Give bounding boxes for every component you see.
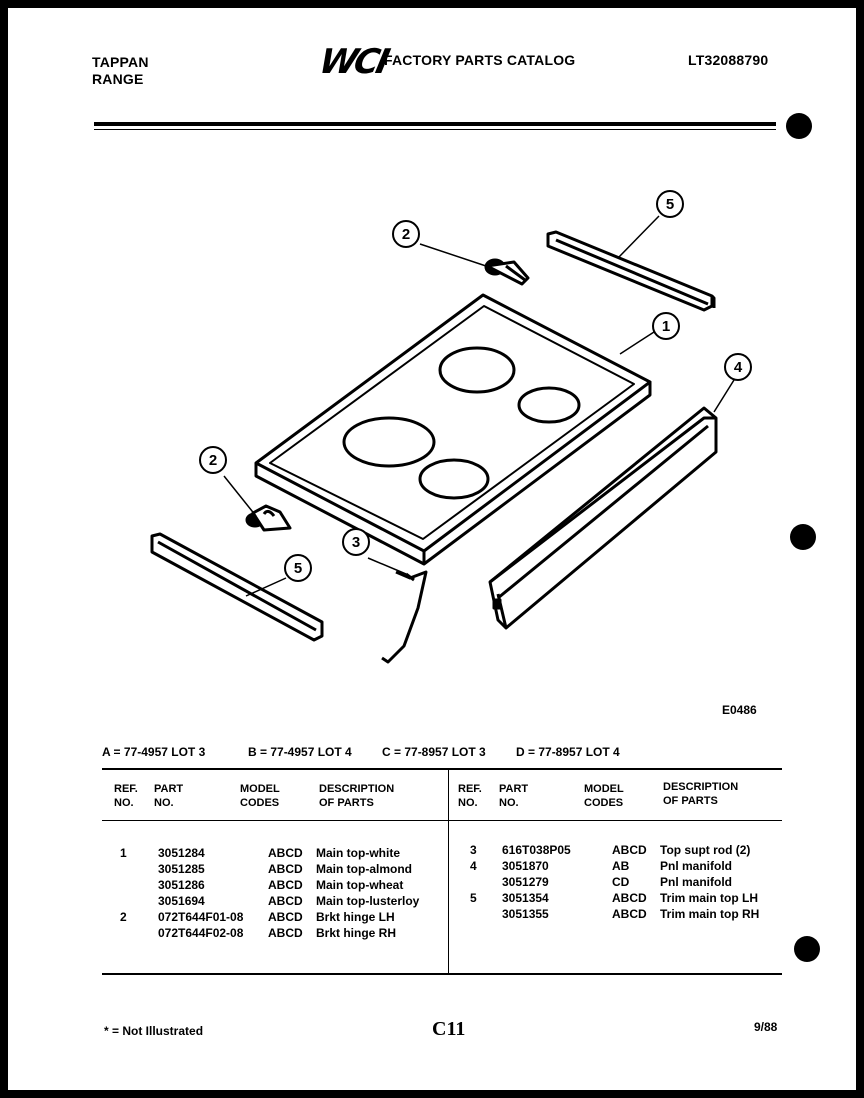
top-support-rod	[382, 572, 426, 662]
catalog-title: FACTORY PARTS CATALOG	[384, 52, 576, 68]
callout-label: 4	[733, 359, 743, 376]
table-divider	[448, 768, 449, 974]
table-row: 3051694 ABCD Main top-lusterloy	[158, 894, 420, 908]
hinge-bracket-rh	[486, 260, 528, 284]
model-code-c: C = 77-8957 LOT 3	[382, 745, 486, 759]
table-top-rule	[102, 768, 782, 770]
table-row: 3 616T038P05 ABCD Top supt rod (2)	[470, 843, 751, 857]
binder-hole	[794, 936, 820, 962]
product-type: RANGE	[92, 71, 144, 87]
callout-label: 3	[351, 534, 361, 551]
trim-main-top-lh	[152, 534, 322, 640]
callout-label: 1	[661, 318, 671, 335]
col-header-model: MODEL CODES	[584, 783, 624, 809]
table-row: 3051279 CD Pnl manifold	[502, 875, 732, 889]
table-row: 3051285 ABCD Main top-almond	[158, 862, 412, 876]
callout-label: 2	[208, 452, 218, 469]
revision-date: 9/88	[754, 1020, 778, 1034]
col-header-ref: REF. NO.	[458, 783, 482, 809]
model-code-d: D = 77-8957 LOT 4	[516, 745, 620, 759]
parts-table-right	[470, 842, 759, 922]
drawing-code: E0486	[722, 703, 757, 717]
table-row: 3051286 ABCD Main top-wheat	[158, 878, 404, 892]
table-row: 5 3051354 ABCD Trim main top LH	[470, 891, 759, 905]
col-header-ref: REF. NO.	[114, 783, 138, 809]
col-header-part: PART NO.	[499, 783, 529, 809]
exploded-parts-diagram	[8, 8, 856, 708]
parts-table-left	[120, 845, 419, 941]
catalog-page	[8, 8, 856, 1090]
col-header-part: PART NO.	[154, 783, 184, 809]
not-illustrated-note: * = Not Illustrated	[104, 1024, 204, 1038]
model-code-a: A = 77-4957 LOT 3	[102, 745, 206, 759]
table-row: 3051355 ABCD Trim main top RH	[502, 907, 760, 921]
hinge-bracket-lh	[247, 506, 290, 530]
catalog-number: LT32088790	[688, 52, 769, 68]
col-header-desc: DESCRIPTION OF PARTS	[663, 781, 739, 807]
callout-label: 5	[293, 560, 303, 577]
brand-name: TAPPAN	[92, 54, 149, 70]
model-code-b: B = 77-4957 LOT 4	[248, 745, 352, 759]
table-row: 4 3051870 AB Pnl manifold	[470, 859, 732, 873]
page-number: C11	[432, 1018, 466, 1040]
table-row: 2 072T644F01-08 ABCD Brkt hinge LH	[120, 910, 395, 924]
callout-label: 2	[401, 226, 411, 243]
wci-logo: WCI	[315, 42, 391, 82]
table-bottom-rule	[102, 973, 782, 975]
callout-label: 5	[665, 196, 675, 213]
col-header-model: MODEL CODES	[240, 783, 280, 809]
table-row: 072T644F02-08 ABCD Brkt hinge RH	[158, 926, 397, 940]
table-row: 1 3051284 ABCD Main top-white	[120, 846, 400, 860]
col-header-desc: DESCRIPTION OF PARTS	[319, 783, 395, 809]
table-header-rule	[102, 820, 782, 821]
